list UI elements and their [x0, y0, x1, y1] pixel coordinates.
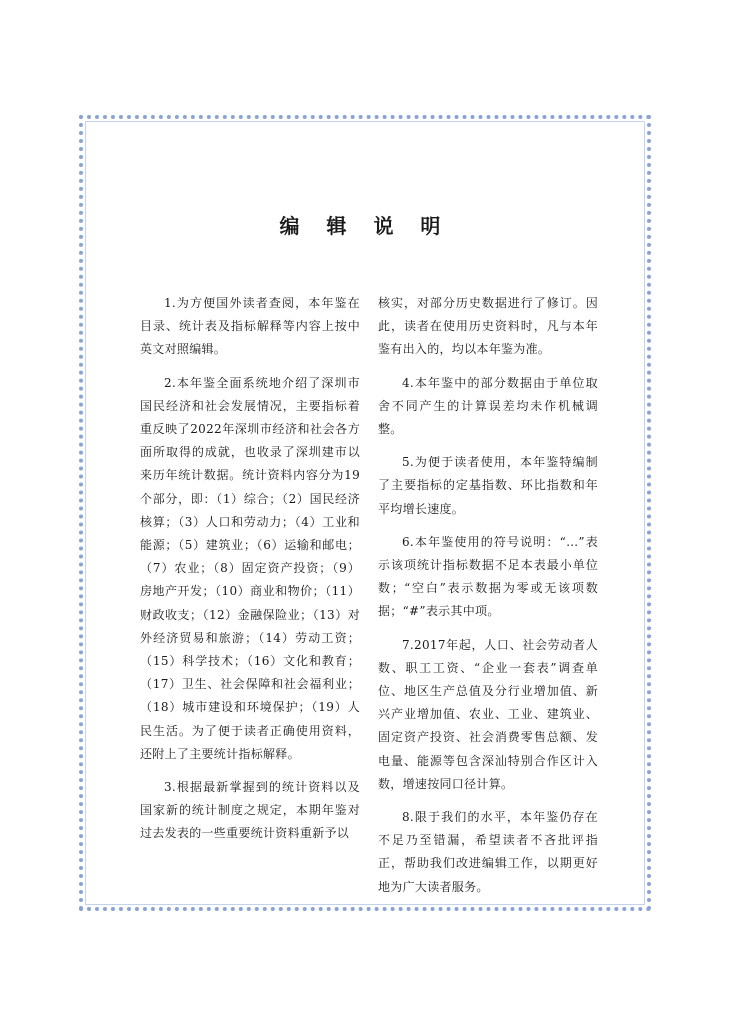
paragraph-2: 2.本年鉴全面系统地介绍了深圳市国民经济和社会发展情况，主要指标着重反映了2022年深圳市经济和社会各方面所取得的成就，也收录了深圳建市以来历年统计数据。统计资料内容分为19个部分，即：（1）综合；（2）国民经济核算；（3）人口和劳动力；（4）工业和能源；（5）建筑业；（6）运输和邮电；（7）农业；（8）固定资产投资；（9）房地产开发；（10）商业和物价；（11）财政收支；（12）金融保险业；（13）对外经济贸易和旅游；（14）劳动工资；（15）科学技术；（16）文化和教育；（17）卫生、社会保障和社会福利业；（18）城市建设和环境保护；（19）人民生活。为了便于读者正确使用资料，还附上了主要统计指标解释。 [140, 375, 360, 761]
paragraph-8: 8.限于我们的水平，本年鉴仍存在不足乃至错漏，希望读者不吝批评指正，帮助我们改进编辑工作，以期更好地为广大读者服务。 [378, 810, 598, 894]
paragraph-4: 4.本年鉴中的部分数据由于单位取舍不同产生的计算误差均未作机械调整。 [378, 375, 598, 437]
left-column [140, 292, 360, 856]
paragraph-3-continued: 核实，对部分历史数据进行了修订。因此，读者在使用历史资料时，凡与本年鉴有出入的，均以本年鉴为准。 [378, 296, 598, 357]
right-column [378, 292, 598, 909]
paragraph-5: 5.为便于读者使用，本年鉴特编制了主要指标的定基指数、环比指数和年平均增长速度。 [378, 455, 598, 516]
page-title: 编 辑 说 明 [279, 214, 451, 238]
paragraph-7: 7.2017年起，人口、社会劳动者人数、职工工资、“企业一套表”调查单位、地区生产总值及分行业增加值、新兴产业增加值、农业、工业、建筑业、固定资产投资、社会消费零售总额、发电量、能源等包含深汕特别合作区计入数，增速按同口径计算。 [378, 637, 598, 791]
paragraph-6: 6.本年鉴使用的符号说明：“…”表示该项统计指标数据不足本表最小单位数；“空白”表示数据为零或无该项数据；“#”表示其中项。 [378, 534, 598, 619]
paragraph-1: 1.为方便国外读者查阅，本年鉴在目录、统计表及指标解释等内容上按中英文对照编辑。 [140, 296, 360, 357]
paragraph-3: 3.根据最新掌握到的统计资料以及国家新的统计制度之规定，本期年鉴对过去发表的一些重要统计资料重新予以 [140, 780, 360, 841]
